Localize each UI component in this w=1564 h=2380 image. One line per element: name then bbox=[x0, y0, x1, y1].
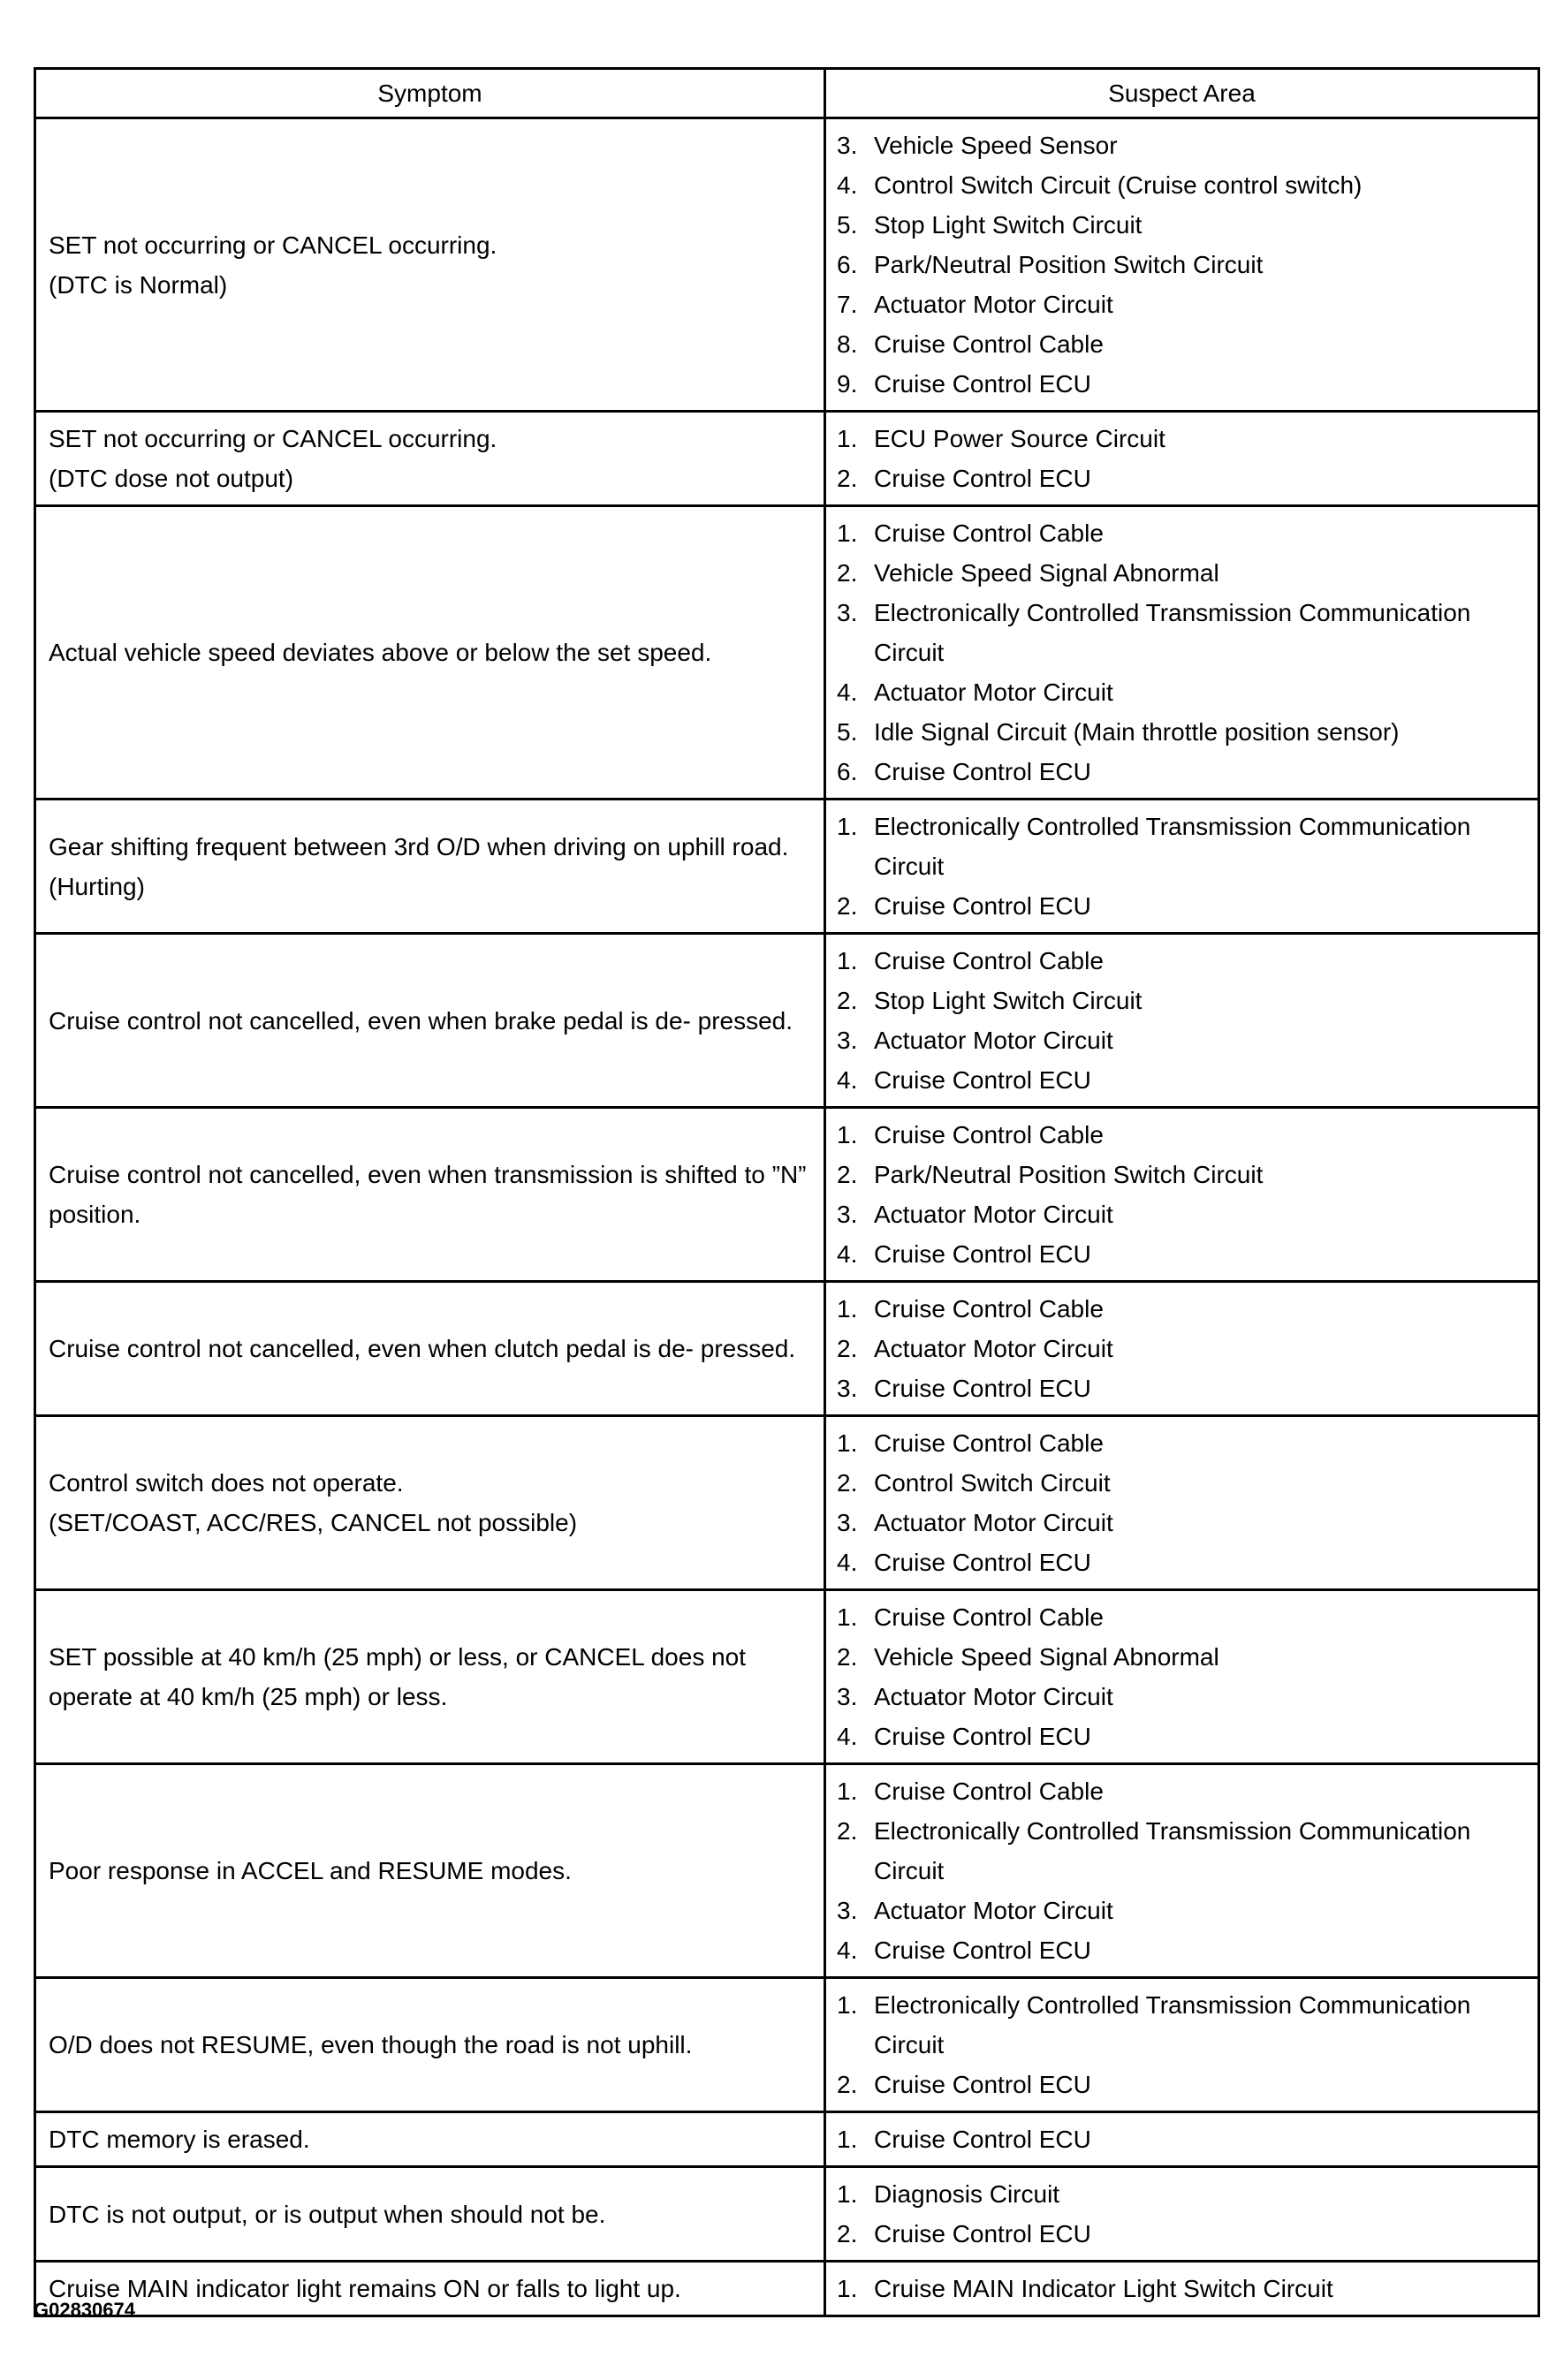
suspect-number: 1. bbox=[837, 813, 858, 840]
suspect-area-cell bbox=[825, 1764, 1539, 1978]
suspect-item bbox=[837, 1503, 1527, 1542]
table-row bbox=[35, 2262, 1539, 2316]
table-row bbox=[35, 1978, 1539, 2112]
suspect-number: 1. bbox=[837, 2275, 858, 2302]
symptom-cell bbox=[35, 1416, 825, 1590]
symptom-cell bbox=[35, 1108, 825, 1282]
suspect-item bbox=[837, 553, 1527, 593]
suspect-number: 6. bbox=[837, 251, 858, 278]
figure-id: G02830674 bbox=[34, 2299, 135, 2321]
suspect-number: 1. bbox=[837, 1603, 858, 1631]
suspect-number: 1. bbox=[837, 1429, 858, 1457]
suspect-item bbox=[837, 1289, 1527, 1329]
suspect-item bbox=[837, 1463, 1527, 1503]
suspect-number: 1. bbox=[837, 425, 858, 452]
suspect-area-cell bbox=[825, 1108, 1539, 1282]
suspect-text: Cruise Control ECU bbox=[874, 1937, 1091, 1964]
suspect-number: 1. bbox=[837, 2180, 858, 2208]
symptom-text: (DTC dose not output) bbox=[49, 465, 294, 492]
suspect-text: Actuator Motor Circuit bbox=[874, 1027, 1113, 1054]
suspect-item bbox=[837, 593, 1527, 672]
suspect-item bbox=[837, 165, 1527, 205]
suspect-number: 2. bbox=[837, 2071, 858, 2098]
table-row bbox=[35, 1108, 1539, 1282]
suspect-text: Vehicle Speed Sensor bbox=[874, 132, 1118, 159]
suspect-item bbox=[837, 2214, 1527, 2254]
suspect-item bbox=[837, 981, 1527, 1020]
suspect-number: 9. bbox=[837, 370, 858, 398]
suspect-number: 2. bbox=[837, 1817, 858, 1845]
suspect-text: Control Switch Circuit bbox=[874, 1469, 1111, 1497]
suspect-number: 2. bbox=[837, 892, 858, 920]
suspect-item bbox=[837, 712, 1527, 752]
suspect-number: 2. bbox=[837, 1161, 858, 1188]
table-row bbox=[35, 506, 1539, 800]
symptom-text: SET not occurring or CANCEL occurring. bbox=[49, 231, 497, 259]
suspect-list bbox=[837, 1771, 1527, 1970]
suspect-item bbox=[837, 1423, 1527, 1463]
suspect-number: 7. bbox=[837, 291, 858, 318]
suspect-item bbox=[837, 513, 1527, 553]
suspect-item bbox=[837, 419, 1527, 459]
suspect-number: 1. bbox=[837, 1777, 858, 1805]
symptom-text: (DTC is Normal) bbox=[49, 270, 228, 299]
suspect-list bbox=[837, 2174, 1527, 2254]
suspect-area-cell bbox=[825, 1416, 1539, 1590]
suspect-list bbox=[837, 1597, 1527, 1756]
suspect-text: Cruise MAIN Indicator Light Switch Circuit bbox=[874, 2275, 1333, 2302]
suspect-number: 2. bbox=[837, 465, 858, 492]
suspect-text: Cruise Control Cable bbox=[874, 1429, 1104, 1457]
suspect-number: 1. bbox=[837, 1121, 858, 1148]
suspect-number: 1. bbox=[837, 1991, 858, 2019]
suspect-number: 3. bbox=[837, 1509, 858, 1536]
suspect-text: Cruise Control ECU bbox=[874, 1066, 1091, 1094]
suspect-number: 2. bbox=[837, 1643, 858, 1671]
symptom-column-header: Symptom bbox=[35, 69, 825, 118]
suspect-number: 5. bbox=[837, 211, 858, 239]
symptom-cell bbox=[35, 506, 825, 800]
table-header-row bbox=[35, 69, 1539, 118]
suspect-item bbox=[837, 886, 1527, 926]
symptom-text: DTC memory is erased. bbox=[49, 2126, 310, 2153]
suspect-text: Park/Neutral Position Switch Circuit bbox=[874, 251, 1264, 278]
suspect-item bbox=[837, 2119, 1527, 2159]
suspect-area-cell bbox=[825, 1978, 1539, 2112]
suspect-area-cell bbox=[825, 506, 1539, 800]
suspect-list bbox=[837, 941, 1527, 1100]
suspect-number: 4. bbox=[837, 171, 858, 199]
suspect-text: Actuator Motor Circuit bbox=[874, 1683, 1113, 1710]
suspect-item bbox=[837, 1771, 1527, 1811]
suspect-text: Control Switch Circuit (Cruise control switch) bbox=[874, 171, 1363, 199]
suspect-text: Vehicle Speed Signal Abnormal bbox=[874, 1643, 1219, 1671]
suspect-list bbox=[837, 1985, 1527, 2104]
suspect-list bbox=[837, 1423, 1527, 1582]
suspect-text: Cruise Control ECU bbox=[874, 370, 1091, 398]
suspect-area-column-header: Suspect Area bbox=[825, 69, 1539, 118]
suspect-area-cell bbox=[825, 2262, 1539, 2316]
suspect-text: Actuator Motor Circuit bbox=[874, 291, 1113, 318]
suspect-text: Cruise Control ECU bbox=[874, 1549, 1091, 1576]
table-row bbox=[35, 118, 1539, 412]
suspect-item bbox=[837, 1677, 1527, 1717]
suspect-text: Stop Light Switch Circuit bbox=[874, 987, 1143, 1014]
suspect-item bbox=[837, 1891, 1527, 1930]
suspect-list bbox=[837, 2269, 1527, 2308]
suspect-number: 2. bbox=[837, 1469, 858, 1497]
table-row bbox=[35, 934, 1539, 1108]
table-row bbox=[35, 1282, 1539, 1416]
suspect-number: 3. bbox=[837, 1027, 858, 1054]
symptom-text: Cruise control not cancelled, even when brake pedal is de- pressed. bbox=[49, 1006, 793, 1035]
suspect-text: Cruise Control ECU bbox=[874, 2071, 1091, 2098]
symptom-text: Cruise control not cancelled, even when transmission is shifted to ”N” position. bbox=[49, 1161, 807, 1228]
suspect-item bbox=[837, 1542, 1527, 1582]
suspect-list bbox=[837, 1115, 1527, 1274]
suspect-number: 3. bbox=[837, 599, 858, 626]
suspect-number: 1. bbox=[837, 519, 858, 547]
suspect-item bbox=[837, 1329, 1527, 1368]
suspect-item bbox=[837, 1368, 1527, 1408]
symptom-text: Poor response in ACCEL and RESUME modes. bbox=[49, 1857, 572, 1884]
suspect-text: Actuator Motor Circuit bbox=[874, 1897, 1113, 1924]
suspect-item bbox=[837, 1637, 1527, 1677]
table-row bbox=[35, 1764, 1539, 1978]
symptom-text: Cruise control not cancelled, even when clutch pedal is de- pressed. bbox=[49, 1335, 796, 1362]
symptom-text: SET not occurring or CANCEL occurring. bbox=[49, 425, 497, 452]
suspect-text: Cruise Control Cable bbox=[874, 1121, 1104, 1148]
suspect-item bbox=[837, 1115, 1527, 1155]
suspect-item bbox=[837, 1597, 1527, 1637]
table-row bbox=[35, 1416, 1539, 1590]
suspect-number: 2. bbox=[837, 2220, 858, 2247]
suspect-number: 3. bbox=[837, 1201, 858, 1228]
suspect-item bbox=[837, 1811, 1527, 1891]
suspect-item bbox=[837, 125, 1527, 165]
table-row bbox=[35, 2112, 1539, 2167]
suspect-area-cell bbox=[825, 118, 1539, 412]
suspect-item bbox=[837, 1020, 1527, 1060]
suspect-text: Cruise Control Cable bbox=[874, 1603, 1104, 1631]
suspect-text: Cruise Control Cable bbox=[874, 519, 1104, 547]
suspect-text: Diagnosis Circuit bbox=[874, 2180, 1060, 2208]
suspect-text: Electronically Controlled Transmission Communication Circuit bbox=[874, 813, 1471, 880]
suspect-list bbox=[837, 1289, 1527, 1408]
suspect-number: 4. bbox=[837, 1723, 858, 1750]
suspect-item bbox=[837, 2065, 1527, 2104]
suspect-area-cell bbox=[825, 800, 1539, 934]
suspect-area-cell bbox=[825, 2167, 1539, 2262]
suspect-text: Idle Signal Circuit (Main throttle position sensor) bbox=[874, 718, 1400, 746]
suspect-item bbox=[837, 2174, 1527, 2214]
suspect-item bbox=[837, 1060, 1527, 1100]
suspect-text: Actuator Motor Circuit bbox=[874, 678, 1113, 706]
suspect-text: Vehicle Speed Signal Abnormal bbox=[874, 559, 1219, 587]
suspect-text: Cruise Control Cable bbox=[874, 947, 1104, 974]
symptom-cell bbox=[35, 1282, 825, 1416]
table-row bbox=[35, 412, 1539, 506]
suspect-text: ECU Power Source Circuit bbox=[874, 425, 1165, 452]
suspect-item bbox=[837, 245, 1527, 284]
suspect-item bbox=[837, 284, 1527, 324]
suspect-text: Cruise Control ECU bbox=[874, 1240, 1091, 1268]
suspect-text: Electronically Controlled Transmission Communication Circuit bbox=[874, 1817, 1471, 1884]
suspect-item bbox=[837, 1717, 1527, 1756]
suspect-text: Cruise Control Cable bbox=[874, 330, 1104, 358]
suspect-number: 1. bbox=[837, 2126, 858, 2153]
suspect-item bbox=[837, 205, 1527, 245]
suspect-text: Cruise Control ECU bbox=[874, 1375, 1091, 1402]
suspect-text: Cruise Control ECU bbox=[874, 2220, 1091, 2247]
suspect-number: 4. bbox=[837, 1549, 858, 1576]
suspect-item bbox=[837, 459, 1527, 498]
symptom-cell bbox=[35, 2262, 825, 2316]
suspect-text: Electronically Controlled Transmission Communication Circuit bbox=[874, 599, 1471, 666]
symptom-text: DTC is not output, or is output when should not be. bbox=[49, 2200, 606, 2228]
symptom-cell bbox=[35, 1590, 825, 1764]
symptom-cell bbox=[35, 2112, 825, 2167]
suspect-list bbox=[837, 513, 1527, 792]
table-row bbox=[35, 800, 1539, 934]
symptom-cell bbox=[35, 1764, 825, 1978]
symptom-cell bbox=[35, 800, 825, 934]
suspect-number: 2. bbox=[837, 1335, 858, 1362]
suspect-number: 1. bbox=[837, 947, 858, 974]
symptom-text: Actual vehicle speed deviates above or below the set speed. bbox=[49, 639, 712, 666]
suspect-area-cell bbox=[825, 1590, 1539, 1764]
suspect-item bbox=[837, 807, 1527, 886]
suspect-text: Cruise Control Cable bbox=[874, 1295, 1104, 1323]
suspect-list bbox=[837, 807, 1527, 926]
suspect-text: Cruise Control Cable bbox=[874, 1777, 1104, 1805]
symptom-cell bbox=[35, 118, 825, 412]
symptom-text: O/D does not RESUME, even though the road is not uphill. bbox=[49, 2031, 693, 2058]
suspect-number: 3. bbox=[837, 1683, 858, 1710]
suspect-item bbox=[837, 324, 1527, 364]
suspect-item bbox=[837, 1234, 1527, 1274]
suspect-number: 4. bbox=[837, 1066, 858, 1094]
suspect-text: Stop Light Switch Circuit bbox=[874, 211, 1143, 239]
symptom-text: Cruise MAIN indicator light remains ON or falls to light up. bbox=[49, 2275, 681, 2302]
table-body bbox=[35, 118, 1539, 2316]
suspect-number: 4. bbox=[837, 1937, 858, 1964]
suspect-text: Cruise Control ECU bbox=[874, 892, 1091, 920]
suspect-number: 5. bbox=[837, 718, 858, 746]
suspect-area-cell bbox=[825, 412, 1539, 506]
suspect-number: 2. bbox=[837, 987, 858, 1014]
table-row bbox=[35, 1590, 1539, 1764]
suspect-item bbox=[837, 1155, 1527, 1194]
suspect-number: 3. bbox=[837, 1375, 858, 1402]
suspect-text: Park/Neutral Position Switch Circuit bbox=[874, 1161, 1264, 1188]
suspect-item bbox=[837, 1985, 1527, 2065]
table-row bbox=[35, 2167, 1539, 2262]
troubleshooting-table bbox=[34, 67, 1540, 2317]
suspect-text: Cruise Control ECU bbox=[874, 758, 1091, 785]
suspect-text: Actuator Motor Circuit bbox=[874, 1201, 1113, 1228]
suspect-text: Electronically Controlled Transmission Communication Circuit bbox=[874, 1991, 1471, 2058]
suspect-number: 4. bbox=[837, 678, 858, 706]
suspect-area-cell bbox=[825, 2112, 1539, 2167]
suspect-item bbox=[837, 672, 1527, 712]
suspect-text: Cruise Control ECU bbox=[874, 2126, 1091, 2153]
symptom-cell bbox=[35, 934, 825, 1108]
suspect-number: 2. bbox=[837, 559, 858, 587]
symptom-text: Gear shifting frequent between 3rd O/D when driving on uphill road. (Hurting) bbox=[49, 832, 789, 900]
suspect-number: 3. bbox=[837, 132, 858, 159]
suspect-number: 1. bbox=[837, 1295, 858, 1323]
suspect-text: Cruise Control ECU bbox=[874, 1723, 1091, 1750]
suspect-area-cell bbox=[825, 1282, 1539, 1416]
suspect-number: 6. bbox=[837, 758, 858, 785]
suspect-item bbox=[837, 1930, 1527, 1970]
suspect-item bbox=[837, 1194, 1527, 1234]
suspect-list bbox=[837, 2119, 1527, 2159]
symptom-text: SET possible at 40 km/h (25 mph) or less, or CANCEL does not operate at 40 km/h (25 mph) or less. bbox=[49, 1643, 747, 1710]
suspect-text: Actuator Motor Circuit bbox=[874, 1335, 1113, 1362]
suspect-item bbox=[837, 2269, 1527, 2308]
suspect-number: 3. bbox=[837, 1897, 858, 1924]
suspect-list bbox=[837, 419, 1527, 498]
symptom-cell bbox=[35, 2167, 825, 2262]
suspect-text: Actuator Motor Circuit bbox=[874, 1509, 1113, 1536]
suspect-text: Cruise Control ECU bbox=[874, 465, 1091, 492]
symptom-cell bbox=[35, 1978, 825, 2112]
suspect-number: 4. bbox=[837, 1240, 858, 1268]
suspect-item bbox=[837, 364, 1527, 404]
suspect-number: 8. bbox=[837, 330, 858, 358]
suspect-item bbox=[837, 941, 1527, 981]
suspect-list bbox=[837, 125, 1527, 404]
symptom-text: (SET/COAST, ACC/RES, CANCEL not possible) bbox=[49, 1509, 578, 1536]
suspect-item bbox=[837, 752, 1527, 792]
suspect-area-cell bbox=[825, 934, 1539, 1108]
symptom-text: Control switch does not operate. bbox=[49, 1469, 404, 1497]
symptom-cell bbox=[35, 412, 825, 506]
